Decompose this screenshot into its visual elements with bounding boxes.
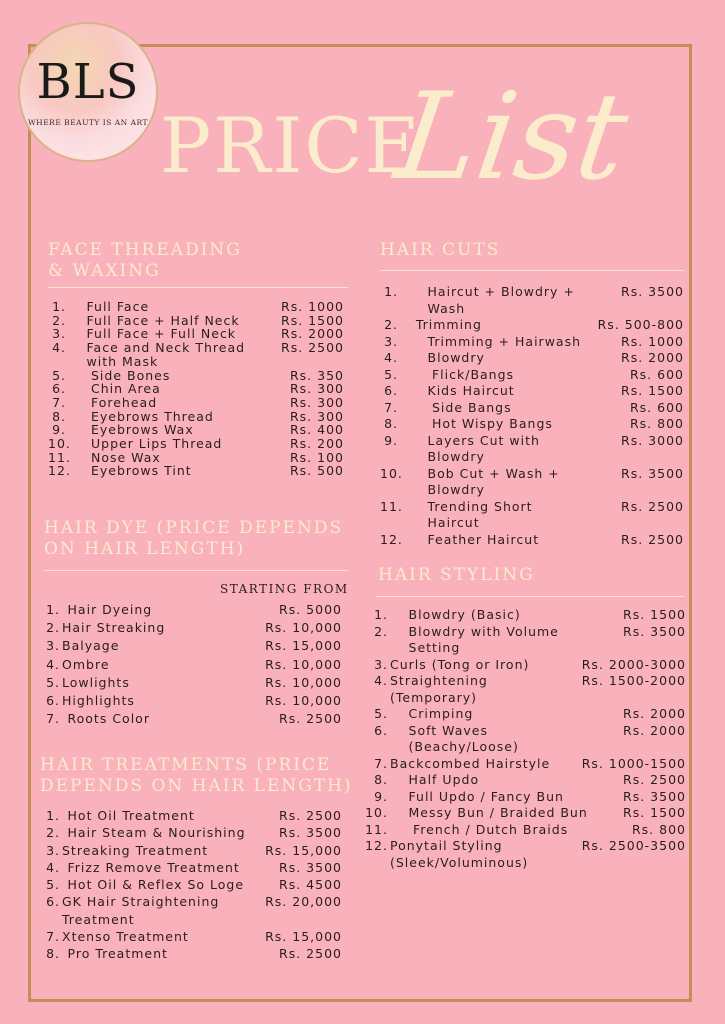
item-price: Rs. 600 bbox=[629, 366, 684, 382]
price-item bbox=[48, 341, 344, 368]
bls-logo bbox=[18, 22, 158, 162]
item-number: 12. bbox=[380, 531, 403, 547]
item-price: Rs. 2500 bbox=[279, 711, 342, 727]
item-price: Rs. 1500 bbox=[281, 312, 344, 328]
price-item bbox=[48, 451, 344, 465]
item-price: Rs. 2500 bbox=[621, 498, 684, 514]
price-item bbox=[44, 824, 342, 841]
item-price: Rs. 3500 bbox=[279, 825, 342, 841]
item-label: Trimming + Hairwash bbox=[427, 333, 582, 349]
item-label: Blowdry (Basic) bbox=[408, 607, 521, 622]
item-number: 11. bbox=[380, 498, 403, 514]
price-item bbox=[362, 624, 686, 657]
item-number: 9. bbox=[384, 432, 398, 448]
price-item bbox=[44, 710, 342, 728]
item-price: Rs. 2000 bbox=[281, 326, 344, 342]
item-price: Rs. 1500-2000 bbox=[581, 673, 686, 688]
price-item bbox=[44, 842, 342, 859]
item-price: Rs. 400 bbox=[289, 422, 344, 438]
section-title-hair-treatments: HAIR TREATMENTS (PRICE DEPENDS ON HAIR LENGTH) bbox=[40, 755, 353, 796]
item-price: Rs. 2000 bbox=[623, 722, 686, 738]
item-label: Layers Cut with Blowdry bbox=[427, 432, 540, 464]
item-price: Rs. 1500 bbox=[621, 383, 684, 398]
price-item bbox=[44, 692, 342, 710]
item-price: Rs. 2500 bbox=[279, 946, 342, 962]
section-title-hair-styling: HAIR STYLING bbox=[378, 565, 535, 585]
price-item bbox=[380, 367, 684, 384]
item-price: Rs. 15,000 bbox=[265, 842, 342, 858]
item-number: 6. bbox=[374, 722, 388, 738]
item-number: 5. bbox=[384, 366, 398, 382]
price-item bbox=[380, 433, 684, 466]
section-divider bbox=[48, 287, 348, 288]
item-label: Hair Streaking bbox=[62, 620, 166, 636]
item-price: Rs. 200 bbox=[289, 436, 344, 452]
item-label: Straightening (Temporary) bbox=[390, 673, 488, 705]
item-number: 6. bbox=[46, 894, 60, 910]
price-item bbox=[362, 838, 686, 871]
item-price: Rs. 500 bbox=[289, 463, 344, 479]
item-price: Rs. 1500 bbox=[623, 805, 686, 820]
item-price: Rs. 3500 bbox=[621, 284, 684, 299]
item-price: Rs. 15,000 bbox=[265, 929, 342, 945]
item-number: 4. bbox=[384, 350, 398, 365]
hair-styling-list bbox=[362, 607, 686, 871]
price-item bbox=[362, 607, 686, 624]
price-item bbox=[48, 396, 344, 410]
item-number: 2. bbox=[384, 317, 398, 332]
item-label: Upper Lips Thread bbox=[90, 436, 223, 452]
item-number: 2. bbox=[374, 623, 388, 639]
item-label: Trending Short Haircut bbox=[427, 498, 533, 530]
item-label: Messy Bun / Braided Bun bbox=[408, 805, 588, 820]
item-label: Bob Cut + Wash + Blowdry bbox=[427, 465, 560, 497]
item-label: Nose Wax bbox=[90, 449, 161, 465]
item-number: 10. bbox=[48, 436, 71, 452]
section-divider bbox=[44, 570, 348, 571]
item-price: Rs. 350 bbox=[289, 367, 344, 383]
item-number: 8. bbox=[46, 946, 60, 962]
price-item bbox=[48, 369, 344, 383]
item-price: Rs. 3500 bbox=[623, 623, 686, 639]
price-item bbox=[44, 674, 342, 692]
item-label: Feather Haircut bbox=[427, 531, 540, 547]
item-price: Rs. 100 bbox=[289, 449, 344, 465]
item-label: Forehead bbox=[90, 394, 158, 410]
price-item bbox=[44, 807, 342, 824]
item-price: Rs. 2500 bbox=[623, 772, 686, 787]
item-label: Roots Color bbox=[67, 711, 150, 727]
item-number: 7. bbox=[46, 711, 60, 727]
price-item bbox=[48, 437, 344, 451]
price-item bbox=[362, 657, 686, 674]
item-number: 10. bbox=[365, 805, 388, 820]
face-threading-list bbox=[48, 300, 344, 478]
item-label: Full Updo / Fancy Bun bbox=[408, 788, 564, 804]
item-label: Hair Dyeing bbox=[67, 602, 153, 617]
item-number: 10. bbox=[380, 465, 403, 481]
item-price: Rs. 1000 bbox=[281, 299, 344, 314]
hair-cuts-list bbox=[380, 284, 684, 548]
price-item bbox=[380, 416, 684, 433]
item-price: Rs. 800 bbox=[629, 416, 684, 431]
item-number: 5. bbox=[52, 367, 66, 383]
price-item bbox=[48, 464, 344, 478]
item-label: Side Bangs bbox=[431, 399, 512, 415]
price-item bbox=[362, 723, 686, 756]
item-number: 6. bbox=[46, 693, 60, 709]
item-number: 3. bbox=[46, 638, 60, 654]
title-list: List bbox=[388, 68, 636, 207]
item-number: 2. bbox=[46, 825, 60, 841]
item-label: Hot Oil & Reflex So Loge bbox=[67, 877, 245, 893]
item-price: Rs. 2000 bbox=[623, 706, 686, 721]
item-price: Rs. 3500 bbox=[279, 859, 342, 875]
section-title-hair-dye: HAIR DYE (PRICE DEPENDS ON HAIR LENGTH) bbox=[44, 518, 344, 559]
price-item bbox=[48, 382, 344, 396]
item-label: Blowdry bbox=[427, 350, 485, 365]
price-item bbox=[362, 756, 686, 773]
price-item bbox=[362, 706, 686, 723]
item-number: 8. bbox=[374, 772, 388, 787]
price-item bbox=[380, 284, 684, 317]
item-label: Ombre bbox=[62, 656, 110, 672]
item-label: Hot Wispy Bangs bbox=[431, 416, 553, 431]
item-number: 8. bbox=[384, 416, 398, 431]
price-item bbox=[380, 532, 684, 549]
item-price: Rs. 3500 bbox=[623, 788, 686, 804]
item-label: Eyebrows Tint bbox=[90, 463, 192, 479]
item-label: Soft Waves (Beachy/Loose) bbox=[408, 722, 519, 754]
item-price: Rs. 2500-3500 bbox=[581, 838, 686, 853]
item-number: 5. bbox=[46, 877, 60, 893]
item-label: Face and Neck Thread with Mask bbox=[86, 340, 246, 369]
item-label: Crimping bbox=[408, 706, 474, 721]
item-number: 7. bbox=[46, 929, 60, 945]
item-price: Rs. 1500 bbox=[623, 607, 686, 622]
item-price: Rs. 4500 bbox=[279, 877, 342, 893]
item-label: Pro Treatment bbox=[67, 946, 168, 962]
item-number: 4. bbox=[374, 673, 388, 688]
item-number: 12. bbox=[48, 463, 71, 479]
price-item bbox=[362, 822, 686, 839]
price-item bbox=[44, 637, 342, 655]
price-item bbox=[44, 601, 342, 619]
item-label: Backcombed Hairstyle bbox=[390, 755, 551, 771]
price-item bbox=[44, 876, 342, 893]
price-item bbox=[380, 334, 684, 351]
item-number: 9. bbox=[374, 788, 388, 804]
price-item bbox=[380, 400, 684, 417]
item-price: Rs. 800 bbox=[631, 821, 686, 837]
item-number: 5. bbox=[374, 706, 388, 721]
logo-mark: BLS bbox=[36, 54, 140, 110]
item-number: 2. bbox=[52, 312, 66, 328]
item-price: Rs. 300 bbox=[289, 408, 344, 424]
item-number: 1. bbox=[384, 284, 398, 299]
item-price: Rs. 10,000 bbox=[265, 656, 342, 672]
item-price: Rs. 1000 bbox=[621, 333, 684, 349]
price-item bbox=[380, 466, 684, 499]
hair-dye-list bbox=[44, 601, 342, 728]
section-divider bbox=[380, 270, 684, 271]
price-item bbox=[44, 619, 342, 637]
price-item bbox=[380, 350, 684, 367]
item-number: 9. bbox=[52, 422, 66, 438]
item-number: 1. bbox=[46, 602, 60, 617]
item-price: Rs. 2000 bbox=[621, 350, 684, 365]
item-label: Lowlights bbox=[62, 674, 130, 690]
item-price: Rs. 15,000 bbox=[265, 638, 342, 654]
item-number: 6. bbox=[52, 381, 66, 397]
price-item bbox=[44, 945, 342, 962]
item-price: Rs. 10,000 bbox=[265, 674, 342, 690]
price-item bbox=[48, 327, 344, 341]
item-label: Balyage bbox=[62, 638, 120, 654]
price-item bbox=[362, 789, 686, 806]
item-label: Ponytail Styling (Sleek/Voluminous) bbox=[390, 838, 529, 870]
item-number: 3. bbox=[384, 333, 398, 349]
item-label: Curls (Tong or Iron) bbox=[390, 656, 530, 672]
price-item bbox=[44, 928, 342, 945]
price-item bbox=[362, 772, 686, 789]
item-label: Streaking Treatment bbox=[62, 842, 209, 858]
item-price: Rs. 5000 bbox=[279, 602, 342, 617]
item-label: Half Updo bbox=[408, 772, 480, 787]
item-number: 6. bbox=[384, 383, 398, 398]
item-label: Flick/Bangs bbox=[431, 366, 515, 382]
item-label: Full Face + Half Neck bbox=[86, 312, 240, 328]
price-item bbox=[380, 383, 684, 400]
item-label: French / Dutch Braids bbox=[412, 821, 569, 837]
price-item bbox=[380, 499, 684, 532]
item-price: Rs. 2500 bbox=[279, 808, 342, 823]
price-item bbox=[380, 317, 684, 334]
item-number: 11. bbox=[365, 821, 388, 837]
item-price: Rs. 500-800 bbox=[597, 317, 684, 332]
item-price: Rs. 20,000 bbox=[265, 894, 342, 910]
item-price: Rs. 10,000 bbox=[265, 693, 342, 709]
item-label: GK Hair Straightening Treatment bbox=[62, 894, 220, 927]
item-number: 2. bbox=[46, 620, 60, 636]
item-price: Rs. 10,000 bbox=[265, 620, 342, 636]
item-number: 11. bbox=[48, 449, 71, 465]
item-price: Rs. 3500 bbox=[621, 465, 684, 481]
item-label: Xtenso Treatment bbox=[62, 929, 189, 945]
item-number: 5. bbox=[46, 674, 60, 690]
item-label: Frizz Remove Treatment bbox=[67, 859, 240, 875]
price-item bbox=[44, 893, 342, 928]
item-label: Full Face + Full Neck bbox=[86, 326, 237, 342]
item-label: Blowdry with Volume Setting bbox=[408, 623, 559, 655]
item-number: 8. bbox=[52, 408, 66, 424]
price-item bbox=[48, 300, 344, 314]
item-price: Rs. 300 bbox=[289, 381, 344, 397]
item-number: 1. bbox=[52, 299, 66, 314]
item-label: Kids Haircut bbox=[427, 383, 515, 398]
item-number: 7. bbox=[52, 394, 66, 410]
section-title-face-threading: FACE THREADING & WAXING bbox=[48, 240, 242, 281]
item-number: 4. bbox=[52, 340, 66, 356]
section-divider bbox=[376, 596, 684, 597]
starting-from-label: STARTING FROM bbox=[220, 582, 349, 596]
item-number: 3. bbox=[46, 842, 60, 858]
item-number: 1. bbox=[46, 808, 60, 823]
section-title-hair-cuts: HAIR CUTS bbox=[380, 240, 501, 260]
item-label: Hair Steam & Nourishing bbox=[67, 825, 246, 841]
item-number: 4. bbox=[46, 656, 60, 672]
item-label: Full Face bbox=[86, 299, 150, 314]
item-label: Trimming bbox=[415, 317, 482, 332]
item-number: 3. bbox=[374, 656, 388, 672]
price-item bbox=[362, 805, 686, 822]
item-number: 7. bbox=[374, 755, 388, 771]
item-label: Highlights bbox=[62, 693, 135, 709]
price-item bbox=[44, 859, 342, 876]
title-price: PRICE bbox=[160, 101, 423, 190]
item-label: Eyebrows Thread bbox=[90, 408, 214, 424]
price-item bbox=[48, 314, 344, 328]
item-number: 4. bbox=[46, 859, 60, 875]
item-price: Rs. 600 bbox=[629, 399, 684, 415]
item-number: 1. bbox=[374, 607, 388, 622]
price-item bbox=[44, 656, 342, 674]
price-item bbox=[48, 410, 344, 424]
item-label: Side Bones bbox=[90, 367, 171, 383]
price-item bbox=[362, 673, 686, 706]
item-price: Rs. 2500 bbox=[621, 531, 684, 547]
item-label: Haircut + Blowdry + Wash bbox=[427, 284, 575, 316]
item-number: 12. bbox=[365, 838, 388, 853]
item-label: Chin Area bbox=[90, 381, 161, 397]
item-number: 7. bbox=[384, 399, 398, 415]
item-price: Rs. 2000-3000 bbox=[581, 656, 686, 672]
item-price: Rs. 1000-1500 bbox=[581, 755, 686, 771]
item-number: 3. bbox=[52, 326, 66, 342]
item-label: Eyebrows Wax bbox=[90, 422, 194, 438]
price-item bbox=[48, 423, 344, 437]
item-price: Rs. 300 bbox=[289, 394, 344, 410]
item-label: Hot Oil Treatment bbox=[67, 808, 195, 823]
logo-tagline: WHERE BEAUTY IS AN ART bbox=[27, 118, 149, 127]
item-price: Rs. 2500 bbox=[281, 340, 344, 356]
hair-treatments-list bbox=[44, 807, 342, 963]
item-price: Rs. 3000 bbox=[621, 432, 684, 448]
